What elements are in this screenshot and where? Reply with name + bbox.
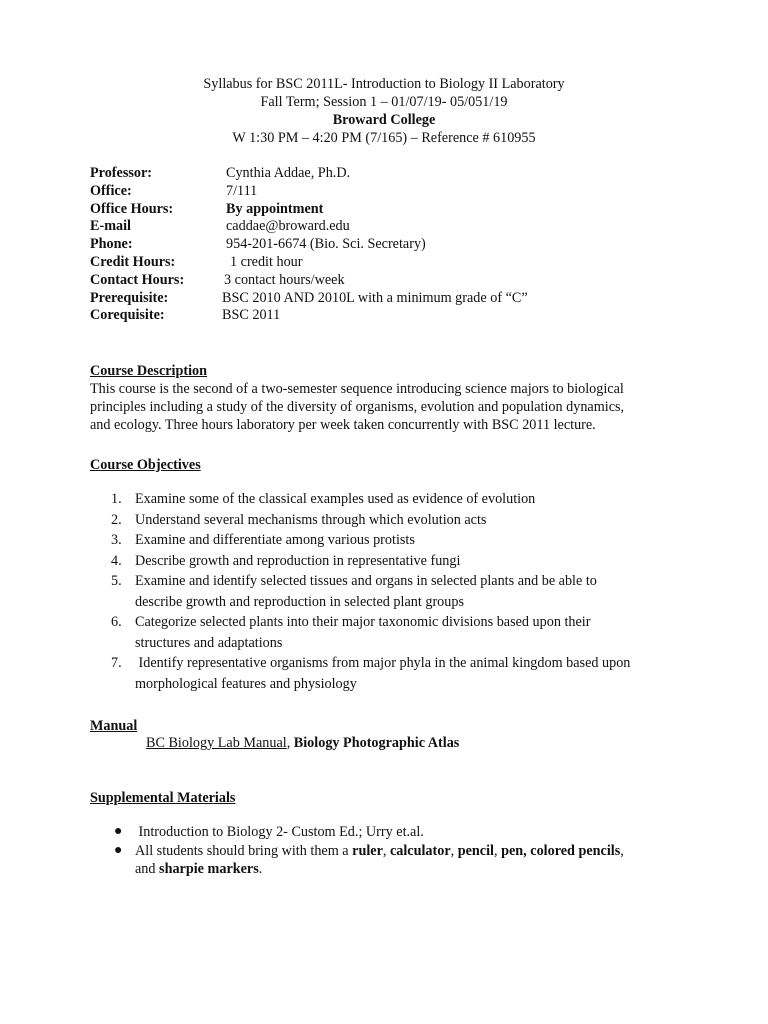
info-label: Contact Hours: [90, 271, 185, 288]
list-item [90, 613, 710, 654]
college-name: Broward College [332, 112, 436, 128]
info-value: By appointment [226, 200, 324, 217]
info-row-professor [90, 164, 710, 182]
info-value: 7/111 [226, 182, 258, 199]
term-session: Fall Term; Session 1 – 01/07/19- 05/051/19 [260, 94, 508, 110]
info-label: Corequisite: [90, 307, 165, 324]
course-objectives-heading: Course Objectives [90, 457, 201, 473]
info-value: 1 credit hour [230, 253, 303, 270]
info-value: 3 contact hours/week [224, 271, 345, 288]
bold-text-run: calculator [389, 843, 451, 859]
bold-text-run: sharpie markers [159, 861, 259, 877]
item-text: structures and adaptations [135, 634, 283, 651]
list-item [90, 531, 710, 552]
bold-text-run: pen, colored pencils [501, 843, 621, 859]
info-label: Office: [90, 182, 132, 199]
item-text: Describe growth and reproduction in representative fungi [135, 552, 461, 569]
text-run: , [450, 843, 458, 859]
text-run: and [135, 861, 160, 877]
item-number: 4. [111, 552, 122, 569]
text-run: , [382, 843, 390, 859]
info-row-office [90, 182, 710, 200]
list-item [90, 552, 710, 573]
description-line: This course is the second of a two-semester sequence introducing science majors to biological [90, 381, 624, 397]
list-item [90, 572, 710, 613]
item-text: Identify representative organisms from major phyla in the animal kingdom based upon [135, 655, 631, 671]
bullet-icon: ● [114, 824, 123, 839]
info-label: Credit Hours: [90, 253, 176, 270]
list-item [90, 511, 710, 532]
lab-manual-title: BC Biology Lab Manual [146, 735, 287, 751]
info-label: Prerequisite: [90, 289, 169, 306]
course-info [90, 164, 710, 324]
item-text-line [135, 842, 710, 860]
info-row-prerequisite [90, 289, 710, 307]
email-address: caddae@broward.edu [226, 218, 350, 235]
item-number: 7. [111, 655, 122, 671]
info-label: E-mail [90, 218, 131, 235]
manual-separator: , [286, 735, 294, 751]
info-label: Phone: [90, 236, 133, 253]
item-text: Introduction to Biology 2- Custom Ed.; Urry et.al. [135, 824, 424, 840]
info-value: BSC 2011 [222, 307, 281, 324]
manual-heading: Manual [90, 718, 138, 734]
item-text: morphological features and physiology [135, 675, 357, 692]
text-run: , [494, 843, 502, 859]
item-number: 2. [111, 511, 122, 528]
list-item [90, 490, 710, 511]
class-time-reference: W 1:30 PM – 4:20 PM (7/165) – Reference # 610955 [232, 130, 536, 146]
text-run: , [620, 843, 624, 859]
item-number: 3. [111, 532, 122, 548]
document-header [0, 75, 768, 147]
info-value: Cynthia Addae, Ph.D. [226, 165, 351, 181]
info-row-credit-hours [90, 253, 710, 271]
info-label: Office Hours: [90, 200, 174, 217]
item-text: Examine and identify selected tissues and organs in selected plants and be able to [135, 573, 597, 589]
description-line: principles including a study of the diversity of organisms, evolution and population dynamics, [90, 399, 625, 415]
text-run: All students should bring with them a [135, 843, 353, 859]
manual-line [146, 734, 459, 752]
item-text-line [135, 860, 710, 878]
list-item [90, 842, 710, 878]
list-item [90, 654, 710, 695]
photographic-atlas-title: Biology Photographic Atlas [293, 735, 460, 751]
info-row-office-hours [90, 200, 710, 218]
item-text: describe growth and reproduction in selected plant groups [135, 593, 464, 610]
info-value: BSC 2010 AND 2010L with a minimum grade of “C” [222, 289, 528, 306]
bullet-icon: ● [114, 843, 123, 858]
supplemental-materials-heading: Supplemental Materials [90, 790, 236, 806]
info-row-phone [90, 235, 710, 253]
info-row-email [90, 217, 710, 235]
course-description [90, 380, 690, 434]
list-item [90, 823, 710, 842]
bold-text-run: pencil [457, 843, 494, 859]
info-row-contact-hours [90, 271, 710, 289]
item-number: 6. [111, 614, 122, 630]
item-text: Examine and differentiate among various protists [135, 532, 415, 548]
info-label: Professor: [90, 165, 152, 181]
course-objectives-list [90, 490, 710, 695]
item-text: Categorize selected plants into their major taxonomic divisions based upon their [135, 614, 591, 630]
item-number: 1. [111, 491, 122, 507]
item-number: 5. [111, 573, 122, 589]
description-line: and ecology. Three hours laboratory per week taken concurrently with BSC 2011 lecture. [90, 417, 596, 433]
syllabus-title: Syllabus for BSC 2011L- Introduction to Biology II Laboratory [203, 76, 565, 92]
course-description-heading: Course Description [90, 363, 208, 379]
supplemental-materials-list [90, 823, 710, 878]
item-text: Understand several mechanisms through which evolution acts [135, 511, 487, 528]
bold-text-run: ruler [352, 843, 383, 859]
info-value: 954-201-6674 (Bio. Sci. Secretary) [226, 236, 426, 253]
info-row-corequisite [90, 306, 710, 324]
item-text: Examine some of the classical examples used as evidence of evolution [135, 491, 536, 507]
text-run: . [258, 861, 263, 877]
